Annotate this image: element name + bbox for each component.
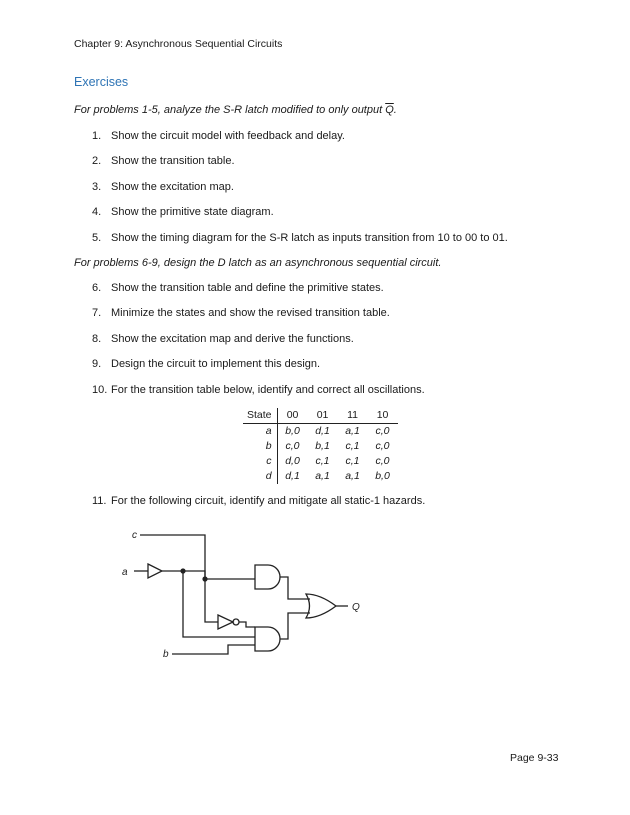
problem-8: 8. Show the excitation map and derive the functions. xyxy=(92,333,354,345)
table-cell: b,1 xyxy=(315,440,330,452)
table-cell: b,0 xyxy=(285,425,300,437)
table-row xyxy=(243,454,398,469)
table-cell: c,0 xyxy=(375,455,390,467)
and-gate-lower xyxy=(255,627,280,651)
table-header: 00 xyxy=(277,408,308,424)
problem-7: 7. Minimize the states and show the revised transition table. xyxy=(92,307,390,319)
logic-circuit-diagram xyxy=(110,527,370,662)
problem-5: 5. Show the timing diagram for the S-R latch as inputs transition from 10 to 00 to 01. xyxy=(92,232,508,244)
wire-b xyxy=(172,645,255,654)
table-cell: c,0 xyxy=(375,440,390,452)
label-b: b xyxy=(163,649,169,660)
table-cell: d,0 xyxy=(285,455,300,467)
q-bar-symbol: $\overline{Q}$ xyxy=(385,104,394,116)
table-header: 01 xyxy=(308,408,338,424)
table-cell: c,1 xyxy=(345,440,360,452)
wire-a-lower xyxy=(183,571,255,637)
label-a: a xyxy=(122,567,128,578)
wire-c xyxy=(140,535,255,579)
intro-problems-6-9: For problems 6-9, design the D latch as an asynchronous sequential circuit. xyxy=(74,257,442,269)
table-cell: a,1 xyxy=(315,470,330,482)
table-cell: c,1 xyxy=(315,455,330,467)
junction-dot xyxy=(180,568,185,573)
table-row xyxy=(243,439,398,454)
table-cell: a,1 xyxy=(345,470,360,482)
problem-6: 6. Show the transition table and define the primitive states. xyxy=(92,282,384,294)
wire-to-inverter xyxy=(205,579,218,622)
table-cell: c,1 xyxy=(345,455,360,467)
table-cell: a xyxy=(243,424,277,440)
table-cell: b xyxy=(243,439,277,454)
table-cell: c,0 xyxy=(375,425,390,437)
table-cell: d,1 xyxy=(315,425,330,437)
junction-dot xyxy=(202,576,207,581)
label-q: Q xyxy=(352,602,360,613)
table-cell: c xyxy=(243,454,277,469)
table-header-row xyxy=(243,408,398,424)
running-header: Chapter 9: Asynchronous Sequential Circuits xyxy=(74,38,283,50)
table-cell: d,1 xyxy=(285,470,300,482)
problem-2: 2. Show the transition table. xyxy=(92,155,235,167)
table-cell: b,0 xyxy=(375,470,390,482)
buffer-gate xyxy=(148,564,162,578)
section-title: Exercises xyxy=(74,75,129,89)
problem-3: 3. Show the excitation map. xyxy=(92,181,234,193)
or-gate xyxy=(306,594,336,618)
table-row xyxy=(243,469,398,484)
table-header: 11 xyxy=(338,408,368,424)
intro-problems-1-5: For problems 1-5, analyze the S-R latch modified to only output $\overline{Q}$. xyxy=(74,104,397,116)
wire-inverter-out xyxy=(239,622,255,627)
problem-4: 4. Show the primitive state diagram. xyxy=(92,206,274,218)
problem-1: 1. Show the circuit model with feedback and delay. xyxy=(92,130,345,142)
transition-table xyxy=(243,408,398,484)
table-header: State xyxy=(243,408,277,424)
problem-10: 10. For the transition table below, identify and correct all oscillations. xyxy=(92,384,425,396)
table-cell: c,0 xyxy=(285,440,300,452)
problem-11: 11. For the following circuit, identify and mitigate all static-1 hazards. xyxy=(92,495,426,507)
table-cell: a,1 xyxy=(345,425,360,437)
label-c: c xyxy=(132,530,137,541)
and-gate-upper xyxy=(255,565,280,589)
inverter-gate xyxy=(218,615,233,629)
wire-and-upper-out xyxy=(280,577,310,599)
table-row xyxy=(243,424,398,440)
problem-9: 9. Design the circuit to implement this design. xyxy=(92,358,321,370)
table-cell: d xyxy=(243,469,277,484)
wire-a-to-upper-and xyxy=(183,571,205,579)
page-number: Page 9-33 xyxy=(510,752,559,764)
wire-and-lower-out xyxy=(280,613,310,639)
table-header: 10 xyxy=(368,408,398,424)
